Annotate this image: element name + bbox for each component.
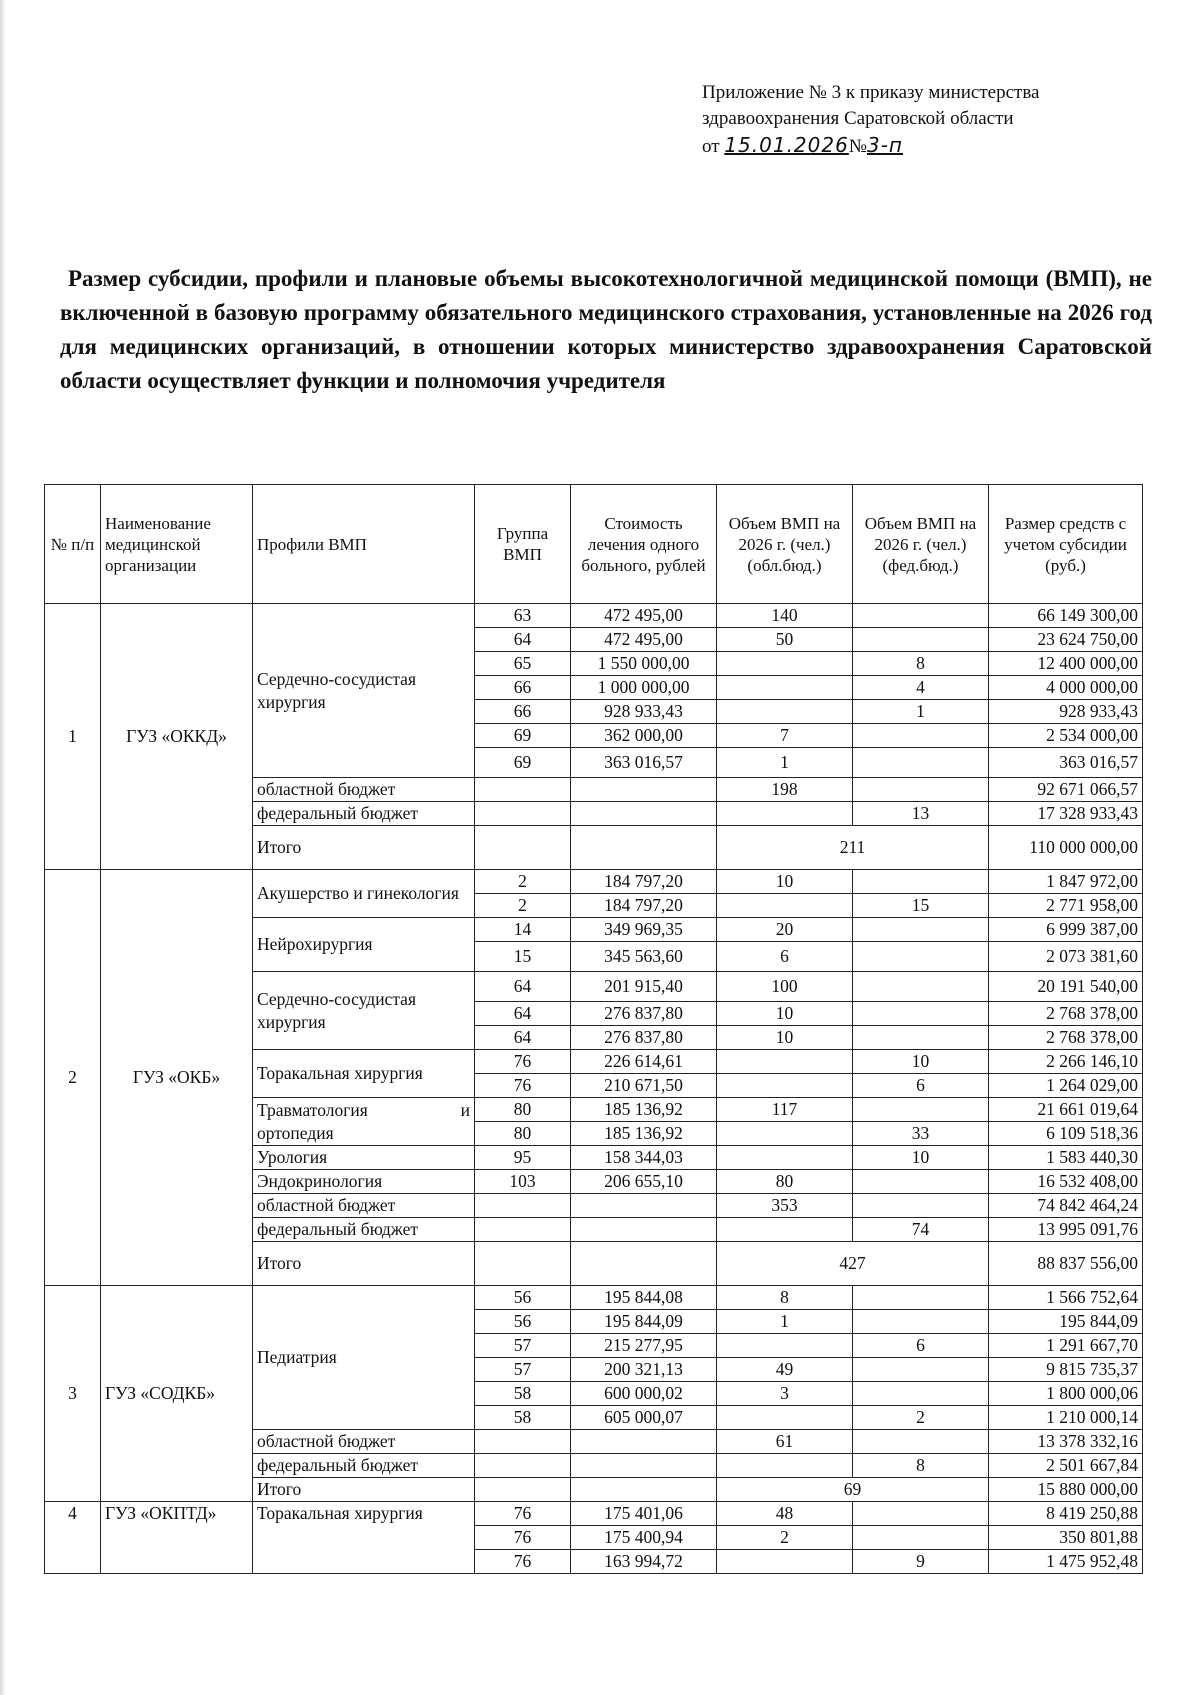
cost-cell: 163 994,72 [571,1550,717,1574]
group-cell: 58 [475,1382,571,1406]
amount-cell: 2 768 378,00 [989,1002,1143,1026]
group-cell: 64 [475,1002,571,1026]
appendix-line-1: Приложение № 3 к приказу министерства [702,82,1040,103]
cost-cell: 195 844,08 [571,1286,717,1310]
header-vol-fed: Объем ВМП на 2026 г. (чел.) (фед.бюд.) [853,485,989,604]
group-cell: 76 [475,1050,571,1074]
cost-cell: 175 400,94 [571,1526,717,1550]
fed-volume-cell: 6 [853,1334,989,1358]
header-num: № п/п [45,485,101,604]
cost-cell: 345 563,60 [571,942,717,972]
obl-volume-cell [717,1074,853,1098]
amount-cell: 2 771 958,00 [989,894,1143,918]
amount-cell: 8 419 250,88 [989,1502,1143,1526]
table-header-row [45,485,1143,604]
fed-volume-cell [853,918,989,942]
fed-volume-cell [853,724,989,748]
subtotal-amount: 13 995 091,76 [989,1218,1143,1242]
appendix-note [702,80,1162,160]
subtotal-amount: 74 842 464,24 [989,1194,1143,1218]
number-prefix: № [848,136,867,157]
amount-cell: 16 532 408,00 [989,1170,1143,1194]
date-prefix: от [702,136,720,157]
header-org: Наименование медицинской организации [101,485,253,604]
profile-cell: Торакальная хирургия [253,1502,475,1574]
subtotal-amount: 13 378 332,16 [989,1430,1143,1454]
cost-cell: 175 401,06 [571,1502,717,1526]
subtotal-label: областной бюджет [253,1430,475,1454]
obl-volume-cell: 3 [717,1382,853,1406]
cost-cell: 363 016,57 [571,748,717,778]
obl-volume-cell [717,1050,853,1074]
amount-cell: 2 073 381,60 [989,942,1143,972]
cost-cell: 206 655,10 [571,1170,717,1194]
obl-volume-cell: 1 [717,1310,853,1334]
amount-cell: 20 191 540,00 [989,972,1143,1002]
fed-volume-cell: 10 [853,1050,989,1074]
obl-volume-cell: 100 [717,972,853,1002]
fed-volume-cell [853,1098,989,1122]
total-amount: 88 837 556,00 [989,1242,1143,1286]
cost-cell: 276 837,80 [571,1026,717,1050]
obl-volume-cell: 6 [717,942,853,972]
cost-cell: 200 321,13 [571,1358,717,1382]
fed-volume-cell [853,972,989,1002]
cost-cell: 201 915,40 [571,972,717,1002]
fed-volume-cell [853,604,989,628]
subtotal-amount: 92 671 066,57 [989,778,1143,802]
profile-cell [253,1098,475,1146]
cost-cell: 185 136,92 [571,1122,717,1146]
amount-cell: 350 801,88 [989,1526,1143,1550]
amount-cell: 928 933,43 [989,700,1143,724]
subtotal-volume: 74 [853,1218,989,1242]
profile-cell: Акушерство и гинекология [253,870,475,918]
total-label: Итого [253,1242,475,1286]
subtotal-amount: 17 328 933,43 [989,802,1143,826]
group-cell: 66 [475,700,571,724]
profile-cell: Торакальная хирургия [253,1050,475,1098]
profile-cell: Педиатрия [253,1286,475,1430]
header-profile: Профили ВМП [253,485,475,604]
subtotal-label: федеральный бюджет [253,802,475,826]
total-amount: 15 880 000,00 [989,1478,1143,1502]
fed-volume-cell [853,748,989,778]
group-cell: 57 [475,1358,571,1382]
obl-volume-cell: 1 [717,748,853,778]
obl-volume-cell: 50 [717,628,853,652]
total-volume: 427 [717,1242,989,1286]
group-cell: 63 [475,604,571,628]
org-number: 3 [45,1286,101,1502]
fed-volume-cell [853,1502,989,1526]
obl-volume-cell: 10 [717,1002,853,1026]
cost-cell: 210 671,50 [571,1074,717,1098]
profile-cell: Урология [253,1146,475,1170]
amount-cell: 2 534 000,00 [989,724,1143,748]
cost-cell: 195 844,09 [571,1310,717,1334]
cost-cell: 472 495,00 [571,628,717,652]
org-name: ГУЗ «ОКБ» [101,870,253,1286]
group-cell: 80 [475,1122,571,1146]
amount-cell: 1 800 000,06 [989,1382,1143,1406]
group-cell: 69 [475,748,571,778]
cost-cell: 605 000,07 [571,1406,717,1430]
group-cell: 65 [475,652,571,676]
group-cell: 76 [475,1526,571,1550]
org-number: 2 [45,870,101,1286]
amount-cell: 1 264 029,00 [989,1074,1143,1098]
header-vol-obl: Объем ВМП на 2026 г. (чел.) (обл.бюд.) [717,485,853,604]
fed-volume-cell: 15 [853,894,989,918]
cost-cell: 158 344,03 [571,1146,717,1170]
obl-volume-cell [717,676,853,700]
amount-cell: 1 847 972,00 [989,870,1143,894]
obl-volume-cell: 140 [717,604,853,628]
header-cost: Стоимость лечения одного больного, рублей [571,485,717,604]
fed-volume-cell: 1 [853,700,989,724]
fed-volume-cell [853,1310,989,1334]
total-volume: 211 [717,826,989,870]
subtotal-label: федеральный бюджет [253,1454,475,1478]
obl-volume-cell: 48 [717,1502,853,1526]
group-cell: 64 [475,628,571,652]
table-row [45,1286,1143,1310]
org-name: ГУЗ «СОДКБ» [101,1286,253,1502]
table-row [45,870,1143,894]
amount-cell: 1 583 440,30 [989,1146,1143,1170]
scan-edge-shadow [0,0,6,1695]
obl-volume-cell: 10 [717,1026,853,1050]
amount-cell: 1 291 667,70 [989,1334,1143,1358]
fed-volume-cell: 9 [853,1550,989,1574]
amount-cell: 21 661 019,64 [989,1098,1143,1122]
obl-volume-cell [717,1122,853,1146]
group-cell: 80 [475,1098,571,1122]
obl-volume-cell [717,894,853,918]
subtotal-volume: 61 [717,1430,853,1454]
fed-volume-cell [853,628,989,652]
amount-cell: 66 149 300,00 [989,604,1143,628]
amount-cell: 23 624 750,00 [989,628,1143,652]
org-name: ГУЗ «ОКПТД» [101,1502,253,1574]
obl-volume-cell [717,652,853,676]
group-cell: 64 [475,972,571,1002]
fed-volume-cell [853,1170,989,1194]
table-row [45,604,1143,628]
amount-cell: 4 000 000,00 [989,676,1143,700]
profile-cell: Сердечно-сосудистая хирургия [253,604,475,778]
group-cell: 58 [475,1406,571,1430]
fed-volume-cell [853,1002,989,1026]
profile-cell: Нейрохирургия [253,918,475,972]
amount-cell: 6 999 387,00 [989,918,1143,942]
handwritten-number: 3-п [866,133,903,157]
obl-volume-cell [717,700,853,724]
group-cell: 76 [475,1550,571,1574]
fed-volume-cell [853,1026,989,1050]
profile-ortho-label: ортопедия [257,1122,334,1143]
header-group: Группа ВМП [475,485,571,604]
vmp-table [44,484,1143,1574]
obl-volume-cell: 10 [717,870,853,894]
fed-volume-cell: 33 [853,1122,989,1146]
cost-cell: 349 969,35 [571,918,717,942]
group-cell: 76 [475,1074,571,1098]
obl-volume-cell [717,1406,853,1430]
fed-volume-cell [853,870,989,894]
fed-volume-cell: 2 [853,1406,989,1430]
group-cell: 2 [475,870,571,894]
document-title: Размер субсидии, профили и плановые объемы высокотехнологичной медицинской помощи (ВМП), не включенной в базовую программу обязательного медицинского страхования, установленные на 2026 год для медицинских организаций, в отношении которых министерство здравоохранения Саратовской области осуществляет функции и полномочия учредителя [60,266,1152,393]
profile-cell: Эндокринология [253,1170,475,1194]
group-cell: 66 [475,676,571,700]
amount-cell: 6 109 518,36 [989,1122,1143,1146]
obl-volume-cell: 2 [717,1526,853,1550]
group-cell: 14 [475,918,571,942]
total-label: Итого [253,1478,475,1502]
group-cell: 76 [475,1502,571,1526]
group-cell: 64 [475,1026,571,1050]
cost-cell: 1 000 000,00 [571,676,717,700]
fed-volume-cell: 8 [853,652,989,676]
obl-volume-cell: 7 [717,724,853,748]
total-volume: 69 [717,1478,989,1502]
obl-volume-cell [717,1146,853,1170]
cost-cell: 226 614,61 [571,1050,717,1074]
amount-cell: 1 475 952,48 [989,1550,1143,1574]
amount-cell: 195 844,09 [989,1310,1143,1334]
fed-volume-cell [853,1358,989,1382]
subtotal-volume: 353 [717,1194,853,1218]
group-cell: 56 [475,1310,571,1334]
fed-volume-cell [853,1286,989,1310]
profile-cell: Сердечно-сосудистая хирургия [253,972,475,1050]
obl-volume-cell: 80 [717,1170,853,1194]
amount-cell: 2 266 146,10 [989,1050,1143,1074]
fed-volume-cell: 4 [853,676,989,700]
obl-volume-cell [717,1550,853,1574]
group-cell: 15 [475,942,571,972]
cost-cell: 928 933,43 [571,700,717,724]
org-number: 1 [45,604,101,870]
cost-cell: 600 000,02 [571,1382,717,1406]
handwritten-date: 15.01.2026 [724,133,849,157]
total-label: Итого [253,826,475,870]
obl-volume-cell: 20 [717,918,853,942]
amount-cell: 9 815 735,37 [989,1358,1143,1382]
cost-cell: 276 837,80 [571,1002,717,1026]
cost-cell: 362 000,00 [571,724,717,748]
fed-volume-cell [853,1382,989,1406]
group-cell: 57 [475,1334,571,1358]
subtotal-label: областной бюджет [253,1194,475,1218]
fed-volume-cell [853,1526,989,1550]
profile-travma-and: и [460,1099,470,1120]
fed-volume-cell: 6 [853,1074,989,1098]
appendix-line-3 [702,132,1162,160]
amount-cell: 1 210 000,14 [989,1406,1143,1430]
group-cell: 69 [475,724,571,748]
org-number: 4 [45,1502,101,1574]
obl-volume-cell: 49 [717,1358,853,1382]
cost-cell: 1 550 000,00 [571,652,717,676]
obl-volume-cell: 8 [717,1286,853,1310]
profile-travma-label: Травматология [257,1099,368,1120]
appendix-line-2: здравоохранения Саратовской области [702,108,1014,129]
amount-cell: 12 400 000,00 [989,652,1143,676]
obl-volume-cell: 117 [717,1098,853,1122]
cost-cell: 185 136,92 [571,1098,717,1122]
group-cell: 103 [475,1170,571,1194]
subtotal-volume: 8 [853,1454,989,1478]
group-cell: 95 [475,1146,571,1170]
header-amount: Размер средств с учетом субсидии (руб.) [989,485,1143,604]
subtotal-volume: 13 [853,802,989,826]
subtotal-label: федеральный бюджет [253,1218,475,1242]
org-name: ГУЗ «ОККД» [101,604,253,870]
fed-volume-cell [853,942,989,972]
total-amount: 110 000 000,00 [989,826,1143,870]
amount-cell: 2 768 378,00 [989,1026,1143,1050]
subtotal-amount: 2 501 667,84 [989,1454,1143,1478]
group-cell: 56 [475,1286,571,1310]
subtotal-volume: 198 [717,778,853,802]
group-cell: 2 [475,894,571,918]
table-row [45,1502,1143,1526]
obl-volume-cell [717,1334,853,1358]
cost-cell: 215 277,95 [571,1334,717,1358]
fed-volume-cell: 10 [853,1146,989,1170]
amount-cell: 1 566 752,64 [989,1286,1143,1310]
cost-cell: 184 797,20 [571,894,717,918]
cost-cell: 184 797,20 [571,870,717,894]
amount-cell: 363 016,57 [989,748,1143,778]
cost-cell: 472 495,00 [571,604,717,628]
subtotal-label: областной бюджет [253,778,475,802]
